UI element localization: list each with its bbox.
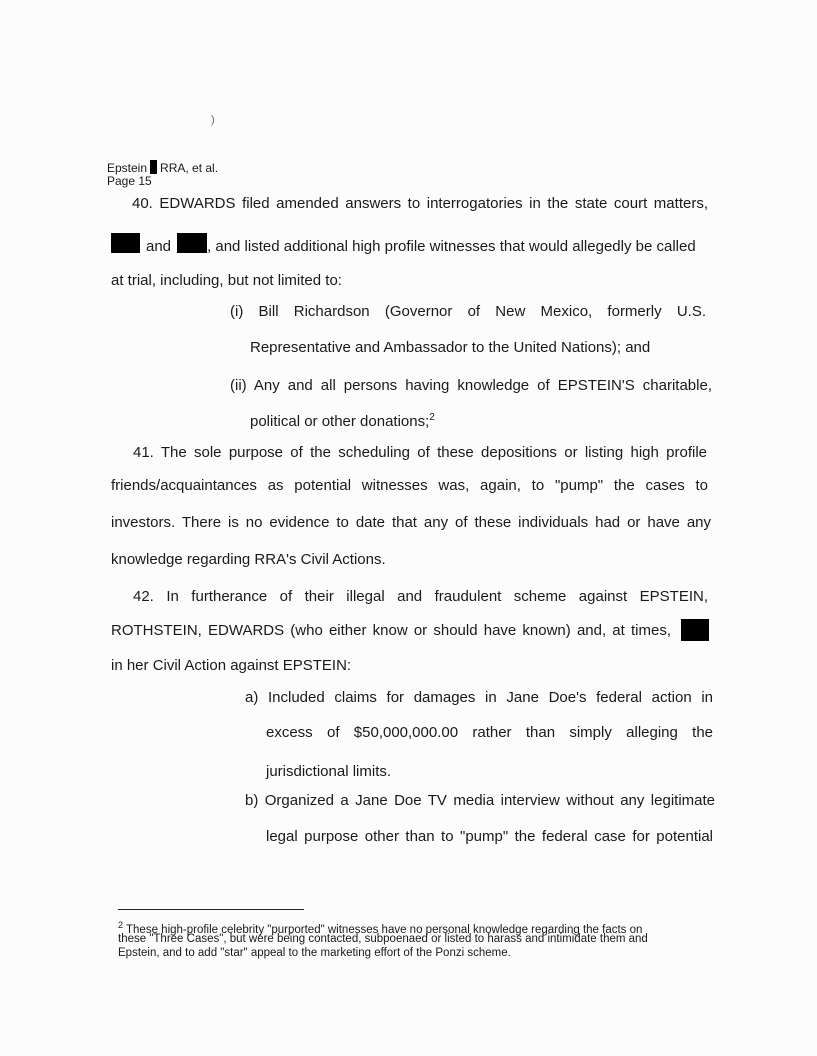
scan-mark: ) xyxy=(211,114,215,126)
para40-item1-line2: Representative and Ambassador to the United Nations); and xyxy=(250,339,651,356)
redaction-block xyxy=(177,233,207,253)
para42-line1: 42. In furtherance of their illegal and fraudulent scheme against EPSTEIN, xyxy=(133,588,708,605)
footnote-ref: 2 xyxy=(429,412,435,423)
footnote-line2: these "Three Cases", but were being contacted, subpoenaed or listed to harass and intimidate them and xyxy=(118,933,648,945)
para40-line2 xyxy=(111,233,696,256)
footnote-number: 2 xyxy=(118,920,124,930)
para42-item-a-line2: excess of $50,000,000.00 rather than simply alleging the xyxy=(266,724,713,741)
para40-and: and xyxy=(146,238,172,255)
case-prefix: Epstein xyxy=(107,161,148,175)
para40-item1-line1: (i) Bill Richardson (Governor of New Mexico, formerly U.S. xyxy=(230,303,706,320)
footnote-separator xyxy=(118,909,304,910)
para40-line1: 40. EDWARDS filed amended answers to interrogatories in the state court matters, xyxy=(132,195,708,212)
footnote-text-1: These high-profile celebrity "purported" witnesses have no personal knowledge regarding the facts on xyxy=(126,923,643,936)
para40-item2-line1: (ii) Any and all persons having knowledge of EPSTEIN'S charitable, xyxy=(230,377,712,394)
case-caption xyxy=(107,160,218,175)
redaction-block xyxy=(681,619,709,641)
redaction-block xyxy=(150,160,157,174)
para40-item2-line2 xyxy=(250,409,435,431)
para40-item2-text: political or other donations; xyxy=(250,413,430,430)
para42-item-a-line3: jurisdictional limits. xyxy=(266,763,392,780)
case-suffix: RRA, et al. xyxy=(160,161,219,175)
para40-line3: at trial, including, but not limited to: xyxy=(111,272,342,289)
para42-item-a-line1: a) Included claims for damages in Jane Doe's federal action in xyxy=(245,689,713,706)
para42-item-b-line2: legal purpose other than to "pump" the federal case for potential xyxy=(266,828,713,845)
para41-line2: friends/acquaintances as potential witnesses was, again, to "pump" the cases to xyxy=(111,477,708,494)
para42-line3: in her Civil Action against EPSTEIN: xyxy=(111,657,352,674)
para42-item-b-line1: b) Organized a Jane Doe TV media interview without any legitimate xyxy=(245,792,715,809)
para40-line2-rest: , and listed additional high profile witnesses that would allegedly be called xyxy=(207,238,696,255)
para41-line3: investors. There is no evidence to date that any of these individuals had or have any xyxy=(111,514,711,531)
para41-line4: knowledge regarding RRA's Civil Actions. xyxy=(111,551,386,568)
footnote-line3: Epstein, and to add "star" appeal to the marketing effort of the Ponzi scheme. xyxy=(118,947,511,959)
redaction-block xyxy=(111,233,140,253)
para42-line2: ROTHSTEIN, EDWARDS (who either know or should have known) and, at times, xyxy=(111,622,671,639)
page-number: Page 15 xyxy=(107,174,152,188)
para41-line1: 41. The sole purpose of the scheduling of these depositions or listing high profile xyxy=(133,444,707,461)
